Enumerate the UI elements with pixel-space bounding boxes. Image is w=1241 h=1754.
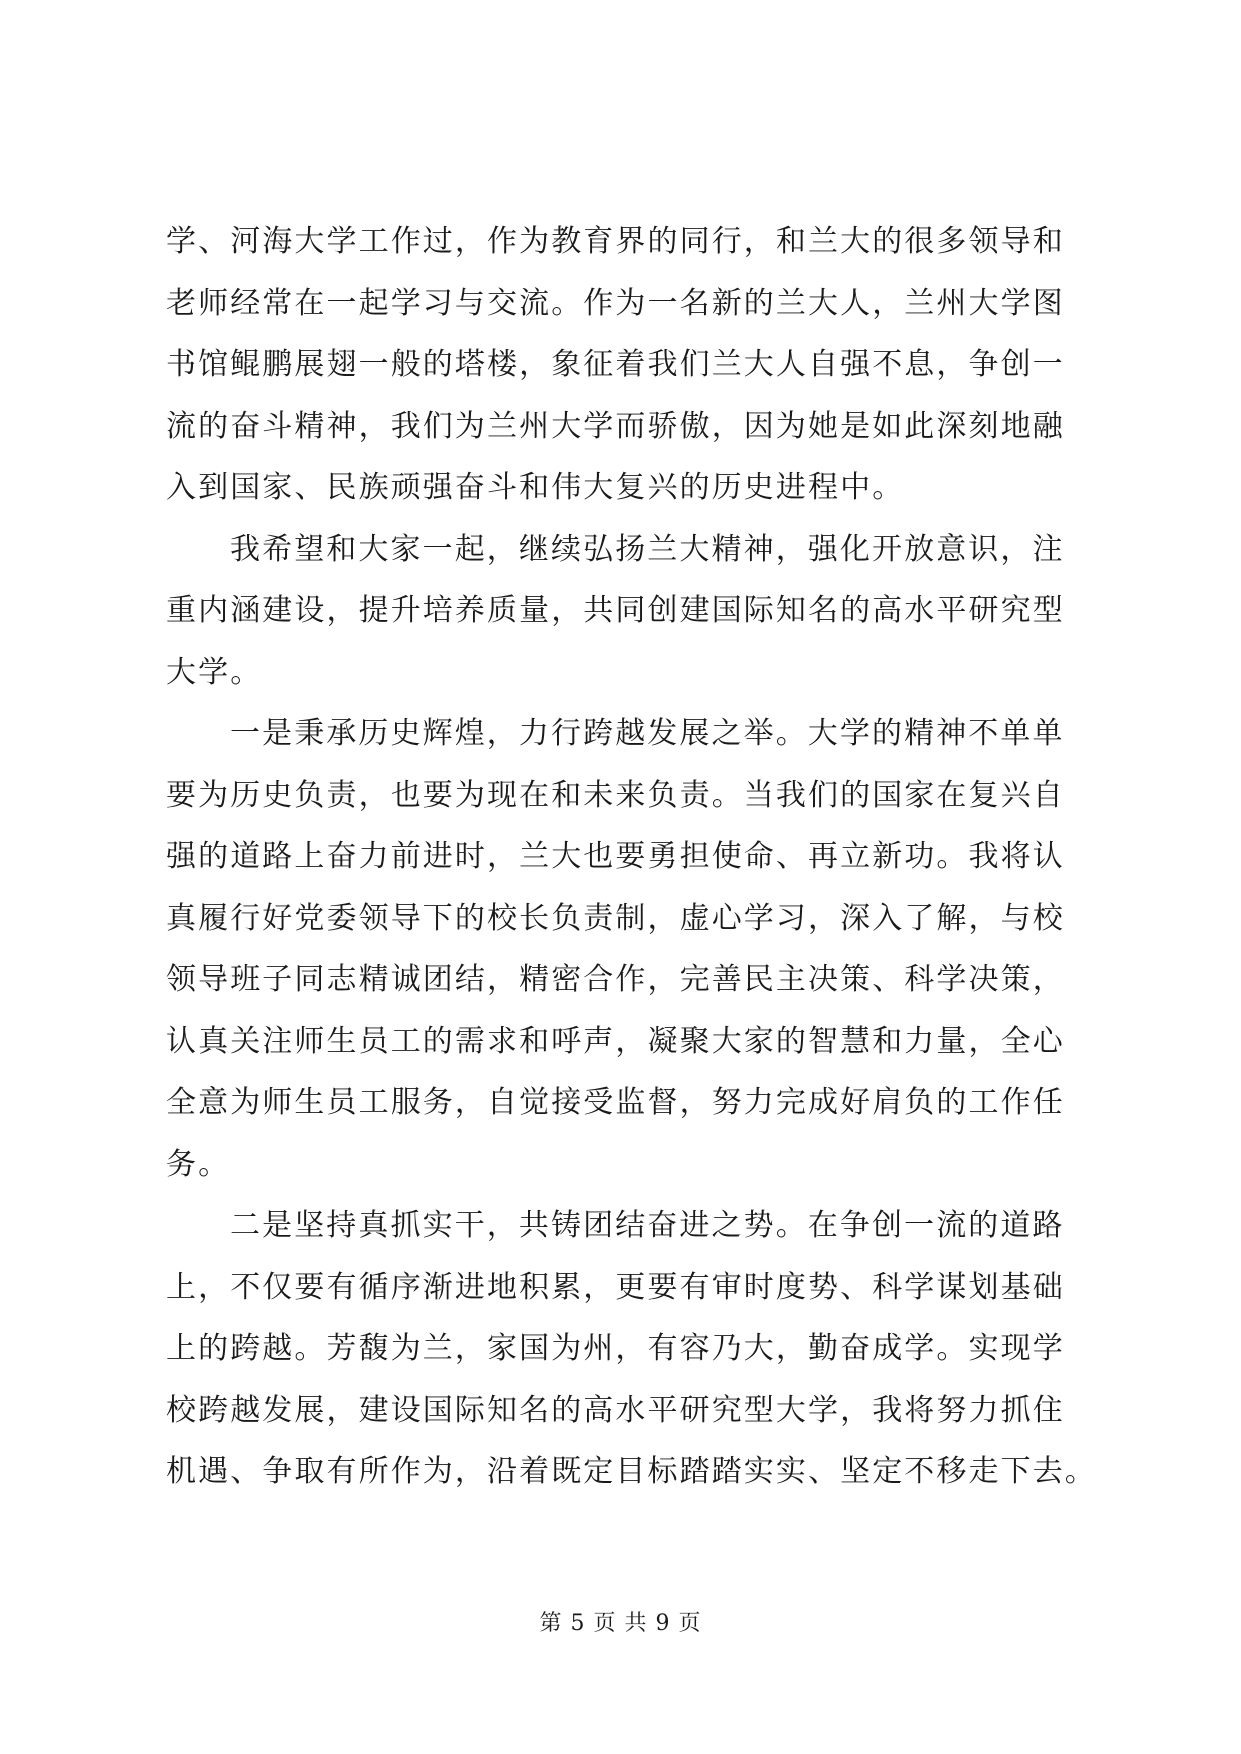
text-line: 重内涵建设，提升培养质量，共同创建国际知名的高水平研究型: [166, 593, 1065, 628]
text-line: 领导班子同志精诚团结，精密合作，完善民主决策、科学决策，: [166, 962, 1065, 997]
text-line: 上的跨越。芳馥为兰，家国为州，有容乃大，勤奋成学。实现学: [166, 1331, 1065, 1366]
paragraph-first-line: 二是坚持真抓实干，共铸团结奋进之势。在争创一流的道路: [230, 1208, 1065, 1243]
text-line: 大学。: [166, 654, 263, 690]
text-line: 机遇、争取有所作为，沿着既定目标踏踏实实、坚定不移走下去。: [166, 1454, 1097, 1489]
text-line: 强的道路上奋力前进时，兰大也要勇担使命、再立新功。我将认: [166, 839, 1065, 874]
text-line: 要为历史负责，也要为现在和未来负责。当我们的国家在复兴自: [166, 777, 1065, 813]
text-line: 校跨越发展，建设国际知名的高水平研究型大学，我将努力抓住: [166, 1392, 1065, 1428]
text-line: 入到国家、民族顽强奋斗和伟大复兴的历史进程中。: [166, 470, 905, 505]
text-line: 书馆鲲鹏展翅一般的塔楼，象征着我们兰大人自强不息，争创一: [166, 347, 1065, 382]
text-line: 上，不仅要有循序渐进地积累，更要有审时度势、科学谋划基础: [166, 1269, 1065, 1305]
text-line: 老师经常在一起学习与交流。作为一名新的兰大人，兰州大学图: [166, 285, 1065, 321]
text-line: 流的奋斗精神，我们为兰州大学而骄傲，因为她是如此深刻地融: [166, 408, 1065, 444]
paragraph-first-line: 一是秉承历史辉煌，力行跨越发展之举。大学的精神不单单: [230, 716, 1065, 751]
body-text: [166, 224, 1097, 1519]
page-number-footer: 第 5 页 共 9 页: [539, 1611, 702, 1636]
text-line: 学、河海大学工作过，作为教育界的同行，和兰大的很多领导和: [166, 224, 1065, 259]
text-line: 全意为师生员工服务，自觉接受监督，努力完成好肩负的工作任: [166, 1085, 1065, 1120]
text-line: 认真关注师生员工的需求和呼声，凝聚大家的智慧和力量，全心: [166, 1023, 1065, 1059]
text-line: 务。: [166, 1146, 231, 1182]
paragraph-first-line: 我希望和大家一起，继续弘扬兰大精神，强化开放意识，注: [230, 531, 1065, 567]
text-line: 真履行好党委领导下的校长负责制，虚心学习，深入了解，与校: [166, 900, 1065, 936]
